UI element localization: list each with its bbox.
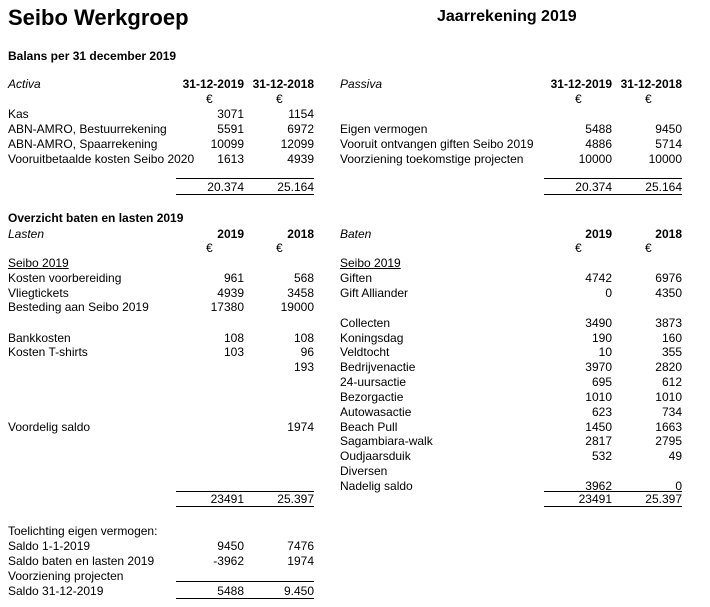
activa-total-line-bottom bbox=[176, 194, 314, 195]
passiva-col1: 31-12-2019 bbox=[550, 77, 612, 91]
passiva-total-line-bottom bbox=[544, 194, 682, 195]
lasten-euro-2: € bbox=[276, 241, 283, 255]
baten-row-v2: 49 bbox=[668, 449, 682, 463]
balans-heading: Balans per 31 december 2019 bbox=[8, 49, 177, 63]
baten-row-label: Bezorgactie bbox=[340, 390, 404, 404]
lasten-row-label: Bankkosten bbox=[8, 331, 71, 345]
baten-euro-1: € bbox=[575, 241, 582, 255]
baten-row-label: 24-uursactie bbox=[340, 375, 407, 389]
baten-row-v2: 2820 bbox=[655, 360, 682, 374]
lasten-row-v1: 103 bbox=[223, 345, 244, 359]
baten-col2: 2018 bbox=[655, 227, 682, 241]
lasten-total-1: 23491 bbox=[210, 492, 244, 506]
toelichting-row-v1: -3962 bbox=[213, 554, 244, 568]
lasten-row-v2: 3458 bbox=[287, 286, 314, 300]
lasten-row-v1: 17380 bbox=[210, 300, 244, 314]
report-subtitle: Jaarrekening 2019 bbox=[437, 8, 577, 25]
baten-row-v1: 10 bbox=[598, 345, 612, 359]
baten-row-v1: 623 bbox=[591, 405, 612, 419]
lasten-row-label: Voordelig saldo bbox=[8, 420, 91, 434]
baten-row-label: Gift Alliander bbox=[340, 286, 409, 300]
baten-row-v2: 4350 bbox=[655, 286, 682, 300]
toelichting-row-v2: 7476 bbox=[287, 539, 314, 553]
toelichting-row-v1: 5488 bbox=[217, 584, 244, 598]
baten-row-v2: 1663 bbox=[655, 420, 682, 434]
baten-row-label: Koningsdag bbox=[340, 331, 404, 345]
activa-label: Activa bbox=[8, 77, 41, 91]
toelichting-row-label: Voorziening projecten bbox=[8, 569, 124, 583]
toelichting-row-v1: 9450 bbox=[217, 539, 244, 553]
toelichting-row-v2: 9.450 bbox=[283, 584, 314, 598]
page-title: Seibo Werkgroep bbox=[8, 5, 189, 30]
baten-row-v1: 190 bbox=[591, 331, 612, 345]
baten-row-v2: 6976 bbox=[655, 271, 682, 285]
lasten-total-2: 25.397 bbox=[277, 492, 314, 506]
baten-total-1: 23491 bbox=[578, 492, 612, 506]
baten-col1: 2019 bbox=[585, 227, 612, 241]
baten-row-label: Sagambiara-walk bbox=[340, 434, 433, 448]
baten-row-v1: 695 bbox=[591, 375, 612, 389]
passiva-euro-2: € bbox=[645, 92, 652, 106]
lasten-row-v1: 961 bbox=[223, 271, 244, 285]
passiva-col2: 31-12-2018 bbox=[620, 77, 682, 91]
activa-row-v2: 1154 bbox=[288, 107, 314, 121]
passiva-row-v1: 5488 bbox=[585, 122, 612, 136]
passiva-row-v1: 10000 bbox=[578, 152, 612, 166]
baten-row-label: Collecten bbox=[340, 316, 391, 330]
lasten-label: Lasten bbox=[8, 227, 45, 241]
activa-col2: 31-12-2018 bbox=[252, 77, 314, 91]
baten-row-v2: 355 bbox=[661, 345, 682, 359]
overzicht-heading: Overzicht baten en lasten 2019 bbox=[8, 211, 184, 225]
activa-row-v1: 3071 bbox=[217, 107, 244, 121]
activa-total-line-top bbox=[176, 178, 314, 179]
toelichting-total-line-top bbox=[176, 581, 314, 582]
toelichting-total-line-bottom bbox=[176, 598, 314, 599]
activa-row-v2: 12099 bbox=[280, 137, 314, 151]
lasten-row-v2: 108 bbox=[293, 331, 314, 345]
lasten-row-label: Kosten T-shirts bbox=[8, 345, 88, 359]
baten-row-v1: 3490 bbox=[585, 316, 612, 330]
baten-row-label: Diversen bbox=[340, 464, 388, 478]
lasten-row-v2: 19000 bbox=[280, 300, 314, 314]
activa-total-1: 20.374 bbox=[207, 180, 244, 194]
activa-euro-1: € bbox=[206, 92, 213, 106]
toelichting-heading: Toelichting eigen vermogen: bbox=[8, 524, 158, 538]
baten-row-v2: 160 bbox=[661, 331, 682, 345]
activa-row-label: Vooruitbetaalde kosten Seibo 2020 bbox=[8, 152, 195, 166]
baten-row-label: Oudjaarsduik bbox=[340, 449, 411, 463]
passiva-total-1: 20.374 bbox=[575, 180, 612, 194]
activa-row-label: ABN-AMRO, Bestuurrekening bbox=[8, 122, 167, 136]
toelichting-row-label: Saldo 31-12-2019 bbox=[8, 584, 104, 598]
passiva-euro-1: € bbox=[575, 92, 582, 106]
baten-row-v2: 612 bbox=[661, 375, 682, 389]
lasten-col1: 2019 bbox=[217, 227, 244, 241]
lasten-row-v2: 568 bbox=[293, 271, 314, 285]
baten-row-v1: 2817 bbox=[585, 434, 612, 448]
lasten-row-label: Kosten voorbereiding bbox=[8, 271, 122, 285]
activa-euro-2: € bbox=[276, 92, 283, 106]
lasten-row-label: Besteding aan Seibo 2019 bbox=[8, 300, 149, 314]
passiva-row-v2: 9450 bbox=[655, 122, 682, 136]
lasten-row-v1: 4939 bbox=[217, 286, 244, 300]
baten-group-label: Seibo 2019 bbox=[340, 256, 401, 270]
baten-total-2: 25.397 bbox=[645, 492, 682, 506]
passiva-total-2: 25.164 bbox=[645, 180, 682, 194]
passiva-row-v1: 4886 bbox=[585, 137, 612, 151]
passiva-row-v2: 10000 bbox=[648, 152, 682, 166]
baten-row-v2: 2795 bbox=[655, 434, 682, 448]
lasten-total-line-bottom bbox=[176, 506, 314, 507]
activa-row-v1: 5591 bbox=[217, 122, 244, 136]
toelichting-row-v2: 1974 bbox=[287, 554, 314, 568]
baten-row-v1: 3970 bbox=[585, 360, 612, 374]
activa-row-v1: 10099 bbox=[210, 137, 244, 151]
baten-row-label: Bedrijvenactie bbox=[340, 360, 416, 374]
toelichting-row-label: Saldo 1-1-2019 bbox=[8, 539, 91, 553]
baten-row-v1: 4742 bbox=[585, 271, 612, 285]
passiva-label: Passiva bbox=[340, 77, 383, 91]
baten-row-v1: 1010 bbox=[585, 390, 612, 404]
activa-row-v2: 4939 bbox=[287, 152, 314, 166]
lasten-row-v2: 193 bbox=[293, 360, 314, 374]
passiva-row-v2: 5714 bbox=[655, 137, 682, 151]
baten-row-label: Veldtocht bbox=[340, 345, 390, 359]
passiva-row-label: Eigen vermogen bbox=[340, 122, 428, 136]
baten-row-label: Nadelig saldo bbox=[340, 479, 413, 493]
activa-row-v1: 1613 bbox=[217, 152, 244, 166]
baten-label: Baten bbox=[340, 227, 372, 241]
baten-row-v2: 0 bbox=[675, 479, 682, 493]
activa-row-v2: 6972 bbox=[287, 122, 314, 136]
lasten-group-label: Seibo 2019 bbox=[8, 256, 69, 270]
passiva-row-label: Vooruit ontvangen giften Seibo 2019 bbox=[340, 137, 534, 151]
baten-row-v2: 734 bbox=[661, 405, 682, 419]
lasten-row-label: Vliegtickets bbox=[8, 286, 69, 300]
baten-row-v1: 3962 bbox=[585, 479, 612, 493]
activa-row-label: Kas bbox=[8, 107, 29, 121]
baten-total-line-bottom bbox=[544, 506, 682, 507]
baten-row-v2: 1010 bbox=[655, 390, 682, 404]
baten-euro-2: € bbox=[645, 241, 652, 255]
lasten-row-v1: 108 bbox=[223, 331, 244, 345]
activa-total-2: 25.164 bbox=[277, 180, 314, 194]
baten-row-v1: 0 bbox=[605, 286, 612, 300]
lasten-euro-1: € bbox=[206, 241, 213, 255]
baten-row-label: Giften bbox=[340, 271, 373, 285]
passiva-row-label: Voorziening toekomstige projecten bbox=[340, 152, 524, 166]
baten-row-label: Beach Pull bbox=[340, 420, 398, 434]
lasten-row-v2: 96 bbox=[300, 345, 314, 359]
lasten-col2: 2018 bbox=[287, 227, 314, 241]
lasten-row-v2: 1974 bbox=[287, 420, 314, 434]
baten-row-v2: 3873 bbox=[655, 316, 682, 330]
passiva-total-line-top bbox=[544, 178, 682, 179]
activa-col1: 31-12-2019 bbox=[182, 77, 244, 91]
baten-row-v1: 1450 bbox=[585, 420, 612, 434]
toelichting-row-label: Saldo baten en lasten 2019 bbox=[8, 554, 155, 568]
baten-row-v1: 532 bbox=[591, 449, 612, 463]
activa-row-label: ABN-AMRO, Spaarrekening bbox=[8, 137, 158, 151]
baten-row-label: Autowasactie bbox=[340, 405, 412, 419]
